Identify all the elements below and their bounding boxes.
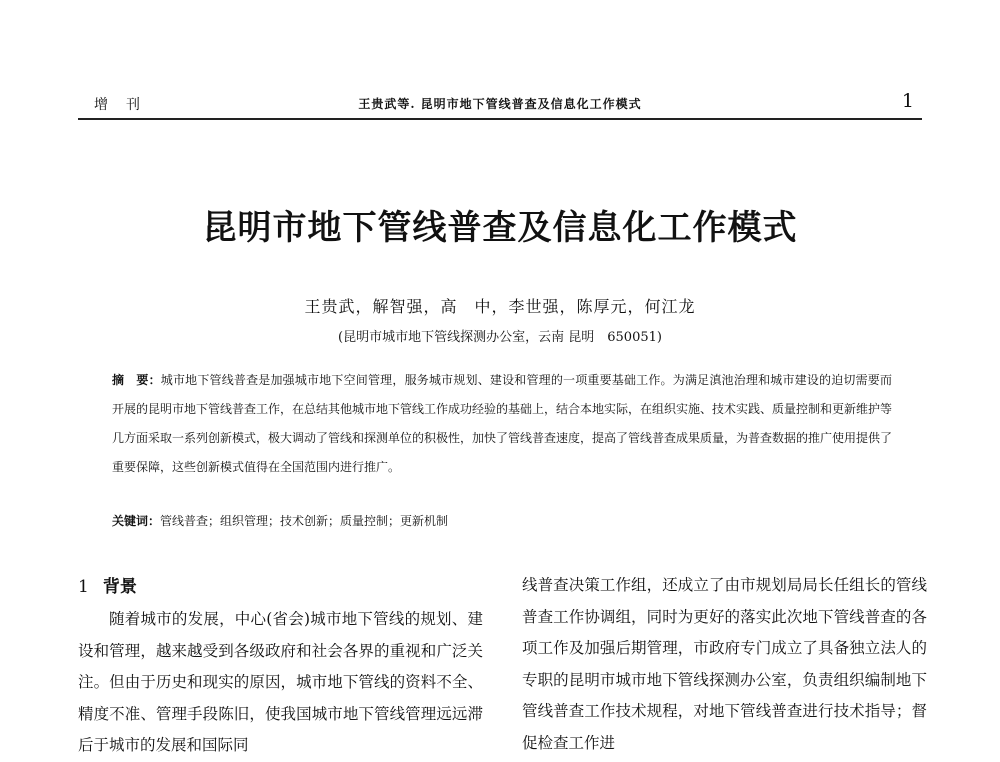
keywords-text: 管线普查；组织管理；技术创新；质量控制；更新机制 bbox=[160, 514, 449, 528]
journal-issue-label: 增刊 bbox=[94, 97, 158, 113]
abstract bbox=[112, 366, 892, 482]
abstract-label: 摘 要： bbox=[112, 373, 161, 387]
section-number: 1 bbox=[78, 577, 89, 597]
keywords-label: 关键词： bbox=[112, 514, 161, 528]
running-header bbox=[78, 92, 922, 120]
paper-title: 昆明市地下管线普查及信息化工作模式 bbox=[202, 208, 798, 248]
right-column-paragraph: 线普查决策工作组，还成立了由市规划局局长任组长的管线普查工作协调组，同时为更好的落实此次地下管线普查的各项工作及加强后期管理，市政府专门成立了具备独立法人的专职的昆明市城市地下管线探测办公室，负责组织编制地下管线普查工作技术规程，对地下管线普查进行技术指导；督促检查工作进 bbox=[522, 576, 927, 752]
page-number: 1 bbox=[901, 90, 914, 112]
author-list: 王贵武，解智强，高 中，李世强，陈厚元，何江龙 bbox=[304, 297, 696, 316]
section-title: 背景 bbox=[102, 577, 137, 597]
running-title: 王贵武等. 昆明市地下管线普查及信息化工作模式 bbox=[358, 97, 642, 111]
left-column bbox=[78, 572, 483, 762]
abstract-text: 城市地下管线普查是加强城市地下空间管理，服务城市规划、建设和管理的一项重要基础工作。为满足滇池治理和城市建设的迫切需要而开展的昆明市地下管线普查工作，在总结其他城市地下管线工作成功经验的基础上，结合本地实际，在组织实施、技术实践、质量控制和更新维护等几方面采取一系列创新模式，极大调动了管线和探测单位的积极性，加快了管线普查速度，提高了管线普查成果质量，为普查数据的推广使用提供了重要保障，这些创新模式值得在全国范围内进行推广。 bbox=[112, 373, 893, 474]
section-paragraph: 随着城市的发展，中心(省会)城市地下管线的规划、建设和管理，越来越受到各级政府和社会各界的重视和广泛关注。但由于历史和现实的原因，城市地下管线的资料不全、精度不准、管理手段陈旧，使我国城市地下管线管理远远滞后于城市的发展和国际同 bbox=[78, 610, 483, 755]
section-heading bbox=[78, 572, 483, 598]
right-column bbox=[522, 570, 927, 760]
author-affiliation: (昆明市城市地下管线探测办公室，云南 昆明 650051) bbox=[338, 330, 662, 345]
keywords bbox=[112, 512, 892, 529]
